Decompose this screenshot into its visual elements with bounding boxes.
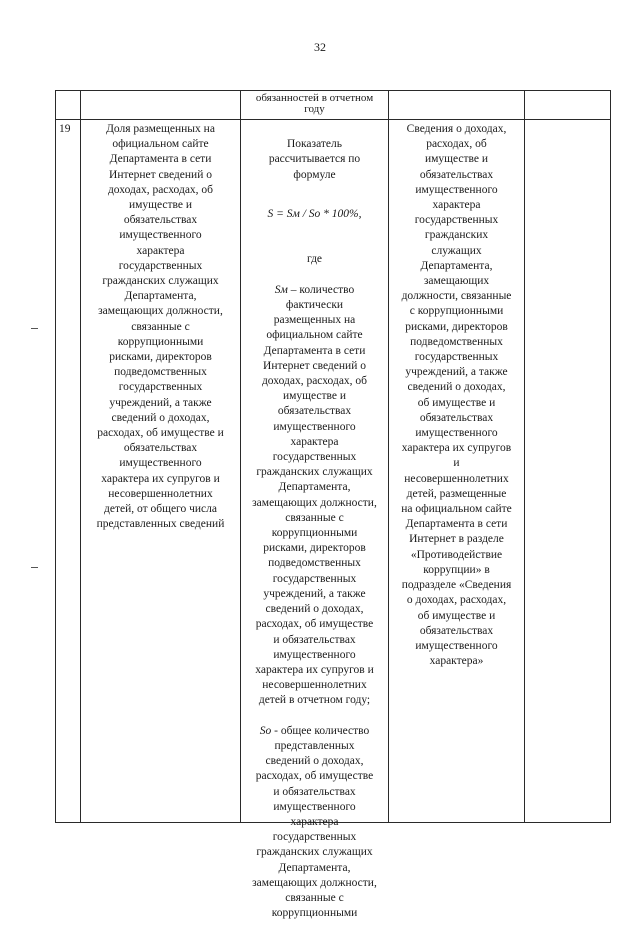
sm-variable: Sм [274, 283, 288, 296]
so-definition [241, 724, 388, 922]
row-number: 19 [59, 123, 71, 135]
calculation-method [241, 122, 388, 937]
margin-mark-top [31, 328, 38, 329]
indicators-table [55, 90, 611, 920]
method-intro: Показатель рассчитывается по формуле [268, 138, 361, 181]
formula: S = Sм / So * 100%, [267, 208, 362, 221]
so-text: - общее количество представленных сведений о доходах, расходах, об имуществе и обязательствах имущественного характера государственных гражданских служащих Департамента, замещающих должности, связанные с коррупционными [252, 724, 377, 920]
so-variable: So [259, 724, 272, 737]
data-source: Сведения о доходах, расходах, об имуществе и обязательствах имущественного характера государственных гражданских служащих Департамента, замещающих должности, связанные с коррупционными рисками, директоров подведомственных государственных учреждений, а также сведений о доходах, об имуществе и обязательствах имущественного характера их супругов и несовершеннолетних детей, размещенные на официальном сайте Департамента в сети Интернет в разделе «Противодействие коррупции» в подразделе «Сведения о доходах, расходах, об имуществе и обязательствах имущественного характера» [401, 123, 512, 668]
column-border-right [610, 90, 611, 823]
sm-definition [241, 283, 388, 709]
column-divider-4 [524, 90, 525, 823]
row-divider [55, 119, 611, 120]
column-border-left [55, 90, 56, 823]
continuation-formula-cell: обязанностей в отчетном году [255, 92, 374, 115]
margin-mark-bottom [31, 567, 38, 568]
page-number: 32 [314, 40, 326, 54]
indicator-name: Доля размещенных на официальном сайте Департамента в сети Интернет сведений о доходах, расходах, об имуществе и обязательствах имущественного характера государственных гражданских служащих Департамента, замещающих должности, связанные с коррупционными рисками, директоров подведомственных государственных учреждений, а также сведений о доходах, расходах, об имуществе и обязательствах имущественного характера их супругов и несовершеннолетних детей, от общего числа представленных сведений [96, 123, 225, 531]
sm-text: – количество фактически размещенных на официальном сайте Департамента в сети Интернет сведений о доходах, расходах, об имуществе и обязательствах имущественного характера государственных гражданских служащих Департамента, замещающих должности, связанные с коррупционными рисками, директоров подведомственных государственных учреждений, а также сведений о доходах, расходах, об имуществе и обязательствах имущественного характера их супругов и несовершеннолетних детей в отчетном году; [252, 283, 377, 707]
table-border-top [55, 90, 611, 91]
formula-where: где [306, 253, 323, 266]
